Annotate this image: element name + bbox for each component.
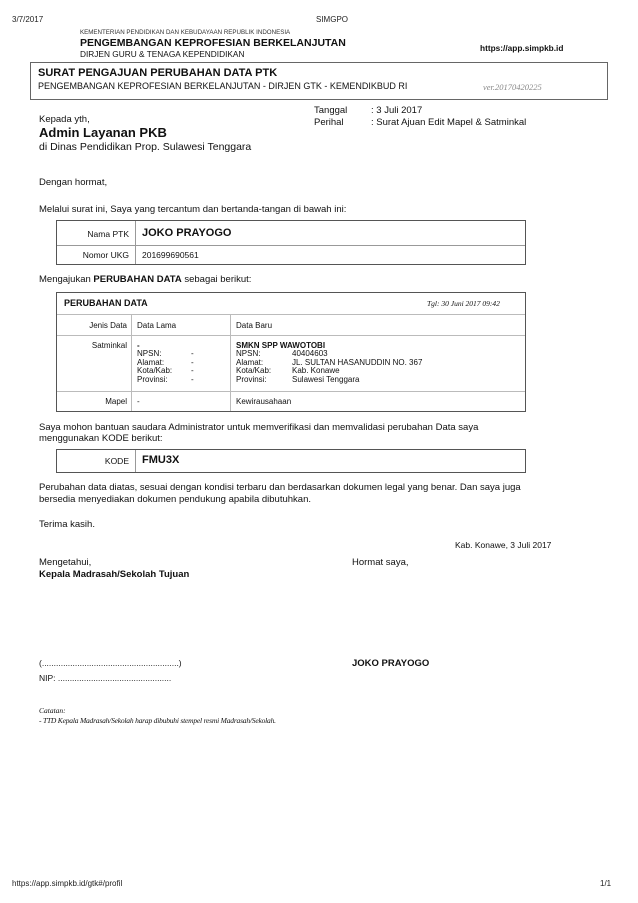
perihal-value: : Surat Ajuan Edit Mapel & Satminkal bbox=[371, 117, 527, 128]
mapel-new: Kewirausahaan bbox=[236, 397, 292, 406]
ministry-name: KEMENTERIAN PENDIDIKAN DAN KEBUDAYAAN REPUBLIK INDONESIA bbox=[80, 29, 291, 36]
header-data-lama: Data Lama bbox=[137, 321, 177, 330]
signer-name: JOKO PRAYOGO bbox=[352, 658, 430, 669]
notes-text: - TTD Kepala Madrasah/Sekolah harap dibubuhi stempel resmi Madrasah/Sekolah. bbox=[39, 716, 276, 725]
code-label: KODE bbox=[104, 456, 129, 466]
website-url: https://app.simpkb.id bbox=[480, 43, 564, 53]
nomor-ukg-label: Nomor UKG bbox=[82, 250, 129, 260]
verify-line-1: Saya mohon bantuan saudara Administrator untuk memverifikasi dan memvalidasi perubahan Data saya bbox=[39, 422, 479, 433]
mapel-label: Mapel bbox=[105, 397, 127, 406]
old-values: - - - - bbox=[191, 349, 194, 384]
nip-line: NIP: ................................................ bbox=[39, 673, 172, 683]
new-school: SMKN SPP WAWOTOBI bbox=[236, 341, 326, 350]
letter-title: SURAT PENGAJUAN PERUBAHAN DATA PTK bbox=[38, 67, 278, 79]
version-label: ver.20170420225 bbox=[483, 82, 542, 92]
perihal-label: Perihal bbox=[314, 117, 344, 128]
old-school: - bbox=[137, 341, 140, 350]
nama-ptk-value: JOKO PRAYOGO bbox=[142, 227, 232, 239]
change-timestamp: Tgl: 30 Juni 2017 09:42 bbox=[427, 299, 500, 308]
verify-line-2: menggunakan KODE berikut: bbox=[39, 433, 163, 444]
request-line: Mengajukan PERUBAHAN DATA sebagai berikut: bbox=[39, 274, 252, 285]
tanggal-value: : 3 Juli 2017 bbox=[371, 105, 423, 116]
footer-page: 1/1 bbox=[600, 879, 612, 888]
intro-text: Melalui surat ini, Saya yang tercantum dan bertanda-tangan di bawah ini: bbox=[39, 204, 347, 215]
greeting: Kepada yth, bbox=[39, 114, 90, 125]
letter-subtitle: PENGEMBANGAN KEPROFESIAN BERKELANJUTAN - DIRJEN GTK - KEMENDIKBUD RI bbox=[38, 81, 408, 91]
hormat-saya-label: Hormat saya, bbox=[352, 557, 409, 568]
change-table bbox=[56, 292, 526, 412]
code-value: FMU3X bbox=[142, 454, 180, 466]
footer-url: https://app.simpkb.id/gtk#/profil bbox=[12, 879, 123, 888]
notes-title: Catatan: bbox=[39, 706, 66, 715]
header-jenis-data: Jenis Data bbox=[89, 321, 127, 330]
nomor-ukg-value: 201699690561 bbox=[142, 250, 199, 260]
thanks-text: Terima kasih. bbox=[39, 519, 95, 530]
statement-line-2: bersedia menyediakan dokumen pendukung apabila dibutuhkan. bbox=[39, 494, 312, 505]
header-data-baru: Data Baru bbox=[236, 321, 273, 330]
change-table-title: PERUBAHAN DATA bbox=[64, 298, 148, 308]
new-fields: NPSN: Alamat: Kota/Kab: Provinsi: bbox=[236, 349, 272, 384]
satminkal-label: Satminkal bbox=[91, 341, 127, 350]
headmaster-signature-blank: (..........................................................) bbox=[39, 658, 182, 668]
recipient-office: di Dinas Pendidikan Prop. Sulawesi Tenggara bbox=[39, 141, 252, 153]
directorate-name: DIRJEN GURU & TENAGA KEPENDIDIKAN bbox=[80, 49, 245, 59]
headmaster-role: Kepala Madrasah/Sekolah Tujuan bbox=[39, 569, 190, 580]
print-title: SIMGPO bbox=[316, 15, 349, 24]
old-fields: NPSN: Alamat: Kota/Kab: Provinsi: bbox=[137, 349, 173, 384]
mapel-old: - bbox=[137, 397, 140, 406]
mengetahui-label: Mengetahui, bbox=[39, 557, 92, 568]
recipient-name: Admin Layanan PKB bbox=[39, 125, 167, 140]
nama-ptk-label: Nama PTK bbox=[87, 229, 129, 239]
place-date: Kab. Konawe, 3 Juli 2017 bbox=[455, 540, 552, 550]
print-date: 3/7/2017 bbox=[12, 15, 44, 24]
salutation: Dengan hormat, bbox=[39, 177, 108, 188]
program-name: PENGEMBANGAN KEPROFESIAN BERKELANJUTAN bbox=[80, 37, 346, 49]
tanggal-label: Tanggal bbox=[314, 105, 348, 116]
statement-line-1: Perubahan data diatas, sesuai dengan kondisi terbaru dan berdasarkan dokumen legal yang benar. Dan saya juga bbox=[39, 482, 521, 493]
new-values: 40404603 JL. SULTAN HASANUDDIN NO. 367 Kab. Konawe Sulawesi Tenggara bbox=[292, 349, 423, 384]
